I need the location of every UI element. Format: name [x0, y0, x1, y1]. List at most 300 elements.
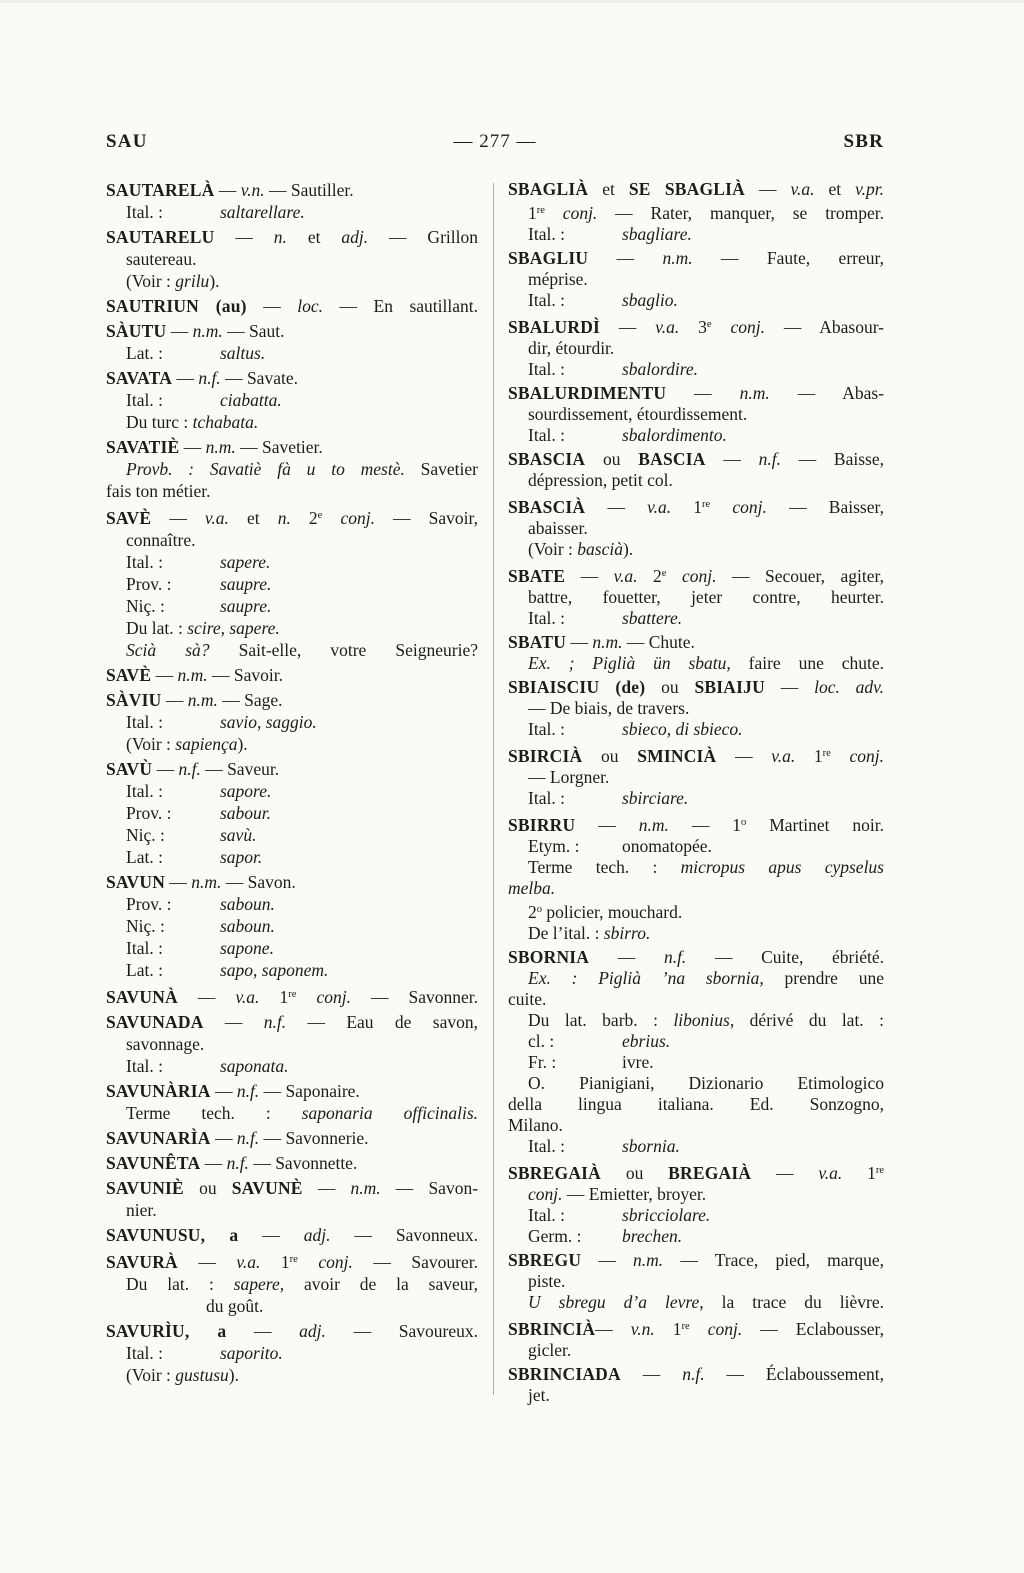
text-run: O. Pianigiani, Dizionario Etimologico	[528, 1073, 884, 1093]
dictionary-entry	[508, 1160, 884, 1247]
text-run: adj.	[299, 1321, 326, 1341]
headword: SBORNIA	[508, 947, 590, 967]
text-run: e	[706, 319, 712, 330]
text-run: re	[288, 989, 297, 1000]
entry-line	[508, 563, 884, 587]
entry-line	[106, 871, 478, 893]
text-run: —	[177, 1252, 237, 1272]
text-run: sabour.	[220, 803, 272, 823]
text-run: Etym. :	[528, 836, 580, 856]
dictionary-entry	[508, 563, 884, 629]
text-run: —	[595, 1319, 631, 1339]
entry-line	[508, 1250, 884, 1271]
text-run: —	[152, 759, 179, 779]
text-run: — Emietter, broyer.	[562, 1184, 707, 1204]
text-run: — En sautillant.	[322, 296, 478, 316]
text-run: — Abas-	[769, 383, 884, 403]
entry-line	[106, 733, 478, 755]
entry-line	[106, 270, 478, 292]
text-run: — Chute.	[622, 632, 695, 652]
text-run: prendre une	[763, 968, 884, 988]
entry-line	[508, 269, 884, 290]
text-run: — Grillon	[368, 227, 478, 247]
dictionary-entry	[508, 314, 884, 380]
text-run: ou	[183, 1178, 232, 1198]
text-run: Germ. :	[528, 1226, 582, 1246]
dictionary-entry	[106, 758, 478, 868]
headword: SBRINCIÀ	[508, 1319, 596, 1339]
entry-line	[508, 788, 884, 809]
entry-line	[508, 743, 884, 767]
entry-line	[106, 1199, 478, 1221]
text-run: conj.	[681, 566, 717, 586]
entry-line	[106, 1273, 478, 1295]
text-run: Ital. :	[528, 290, 565, 310]
entry-line	[106, 1055, 478, 1077]
entry-line	[106, 915, 478, 937]
headword: SE SBAGLIÀ	[628, 179, 746, 199]
text-run: — Savonnerie.	[259, 1128, 369, 1148]
text-run: —	[214, 227, 274, 247]
entry-line	[508, 1226, 884, 1247]
text-run	[296, 987, 316, 1007]
entry-line	[106, 1033, 478, 1055]
entry-line	[106, 1364, 478, 1386]
text-run: savio, saggio.	[220, 712, 317, 732]
text-run: et	[286, 227, 342, 247]
text-run: v.a.	[236, 1252, 261, 1272]
text-run: n.m.	[592, 632, 623, 652]
text-run: —	[177, 987, 236, 1007]
text-run: ou	[582, 746, 638, 766]
dictionary-entry	[106, 1127, 478, 1149]
entry-line	[508, 425, 884, 446]
text-run: Ital. :	[126, 552, 163, 572]
text-run: conj.	[340, 508, 375, 528]
text-run: conj.	[732, 497, 767, 517]
entry-line	[106, 711, 478, 733]
headword: SBIAISCIU (de)	[508, 677, 646, 697]
text-run: Du lat. barb. :	[528, 1010, 674, 1030]
text-run: —	[302, 1178, 351, 1198]
text-run: Milano.	[508, 1115, 563, 1135]
headword: SBIRRU	[508, 815, 576, 835]
text-run: saponaria officinalis.	[301, 1103, 478, 1123]
text-run: — Savoir.	[207, 665, 283, 685]
headword: SÀUTU	[106, 321, 167, 341]
text-run: v.n.	[630, 1319, 655, 1339]
entry-line	[508, 968, 884, 989]
text-run: — Sage.	[217, 690, 283, 710]
entry-line	[508, 1010, 884, 1031]
entry-line	[508, 899, 884, 923]
text-run: —	[214, 180, 241, 200]
text-run: re	[289, 1254, 298, 1265]
text-run: cuite.	[508, 989, 547, 1009]
text-run: saltarellare.	[220, 202, 305, 222]
text-run: ciabatta.	[220, 390, 282, 410]
text-run: loc. adv.	[814, 677, 885, 697]
text-run: sapore.	[220, 781, 272, 801]
entry-line	[106, 1011, 478, 1033]
text-run: (Voir :	[126, 734, 176, 754]
text-run: — Savon.	[221, 872, 296, 892]
text-run: ivre.	[622, 1052, 654, 1072]
dictionary-entry	[106, 226, 478, 292]
text-run: conj.	[730, 317, 765, 337]
entry-line	[106, 179, 478, 201]
entry-line	[106, 1152, 478, 1174]
dictionary-entry	[508, 494, 884, 560]
text-run: 1	[260, 1252, 290, 1272]
headword: SBASCIÀ	[508, 497, 586, 517]
text-run: Ital. :	[126, 781, 163, 801]
text-run: ou	[585, 449, 639, 469]
entry-line	[508, 518, 884, 539]
text-run: sbirciare.	[622, 788, 689, 808]
text-run: — Saut.	[222, 321, 285, 341]
headword: SAVATIÈ	[106, 437, 180, 457]
text-run: sbalordimento.	[622, 425, 727, 445]
dictionary-entry	[106, 436, 478, 502]
guide-word-right: SBR	[843, 131, 884, 152]
text-run	[666, 566, 682, 586]
entry-line	[508, 587, 884, 608]
text-run: n.f.	[178, 759, 201, 779]
text-run: saupre.	[220, 574, 272, 594]
entry-line	[106, 367, 478, 389]
text-run: nier.	[126, 1200, 157, 1220]
entry-line	[106, 458, 478, 480]
text-run: sbieco, di sbieco.	[622, 719, 743, 739]
dictionary-entry	[106, 295, 478, 317]
text-run: sautereau.	[126, 249, 197, 269]
entry-line	[508, 383, 884, 404]
text-run: connaître.	[126, 530, 196, 550]
entry-line	[106, 1295, 478, 1317]
text-run: De l’ital. :	[528, 923, 604, 943]
text-run: 1	[671, 497, 703, 517]
text-run: grilu	[175, 271, 210, 291]
text-run: Du lat. :	[126, 1274, 234, 1294]
text-run: —	[151, 508, 205, 528]
entry-line	[106, 505, 478, 529]
entry-line	[106, 1102, 478, 1124]
text-run: sbattere.	[622, 608, 683, 628]
dictionary-entry	[508, 1364, 884, 1406]
text-run	[298, 1252, 319, 1272]
entry-line	[508, 836, 884, 857]
text-run: fais ton métier.	[106, 481, 211, 501]
entry-line	[508, 878, 884, 899]
text-run: — 1	[668, 815, 742, 835]
text-run: — Éclaboussement,	[704, 1364, 885, 1384]
text-run	[322, 508, 340, 528]
headword: SAVURÌU, a	[106, 1321, 227, 1341]
text-run: ou	[645, 677, 695, 697]
entry-line	[508, 1160, 884, 1184]
text-run	[831, 746, 850, 766]
text-run	[690, 1319, 708, 1339]
entry-line	[508, 359, 884, 380]
text-run: gicler.	[528, 1340, 572, 1360]
headword: SAVÙ	[106, 759, 153, 779]
text-run: Ital. :	[528, 425, 565, 445]
entry-line	[508, 698, 884, 719]
headword: SAVATA	[106, 368, 173, 388]
headword: SAVUNÈ	[231, 1178, 303, 1198]
text-run: bascià	[577, 539, 623, 559]
entry-line	[508, 989, 884, 1010]
text-run: — Abasour-	[764, 317, 885, 337]
text-run: Lat. :	[126, 960, 163, 980]
entry-line	[106, 320, 478, 342]
entry-line	[508, 1205, 884, 1226]
text-run: piste.	[528, 1271, 566, 1291]
text-run: — Savetier.	[235, 437, 323, 457]
text-run: Ex. : Piglià ’na sbornia,	[528, 968, 764, 988]
headword: SAUTARELU	[106, 227, 215, 247]
entry-line	[508, 1364, 884, 1385]
text-run: ).	[209, 271, 220, 291]
text-run: v.a.	[655, 317, 680, 337]
text-run: Terme tech. :	[528, 857, 681, 877]
text-run: Niç. :	[126, 596, 165, 616]
text-run: Sait-elle, votre Seigneurie?	[209, 640, 478, 660]
text-run: sbornia.	[622, 1136, 680, 1156]
entry-line	[106, 689, 478, 711]
headword: BREGAIÀ	[668, 1163, 752, 1183]
text-run: (Voir :	[528, 539, 578, 559]
text-run: conj.	[562, 203, 598, 223]
text-run: —	[600, 317, 656, 337]
text-run: Lat. :	[126, 847, 163, 867]
dictionary-entry	[106, 1320, 478, 1386]
guide-word-left: SAU	[106, 131, 148, 152]
text-run: n.m.	[191, 872, 222, 892]
text-run: cl. :	[528, 1031, 555, 1051]
text-run: sbirro.	[603, 923, 651, 943]
entry-line	[508, 653, 884, 674]
text-run: e	[661, 568, 667, 579]
text-run: saponata.	[220, 1056, 289, 1076]
text-run: —	[165, 872, 192, 892]
text-run: Scià sà?	[126, 640, 210, 660]
text-run: Du lat. :	[126, 618, 188, 638]
text-run: abaisser.	[528, 518, 588, 538]
headword: SBALURDÌ	[508, 317, 601, 337]
entry-line	[106, 1320, 478, 1342]
text-run: — Savonneux.	[330, 1225, 478, 1245]
text-run: n.m.	[633, 1250, 664, 1270]
text-run: conj.	[316, 987, 351, 1007]
text-run: adj.	[341, 227, 369, 247]
headword: SAVURÀ	[106, 1252, 178, 1272]
text-run: (Voir :	[126, 1365, 176, 1385]
text-run: sapo, saponem.	[220, 960, 329, 980]
entry-line	[508, 1316, 884, 1340]
text-run: n.f.	[236, 1081, 260, 1101]
text-run: —	[585, 497, 648, 517]
entry-line	[106, 411, 478, 433]
text-run: brechen.	[622, 1226, 683, 1246]
text-run: méprise.	[528, 269, 588, 289]
text-run: v.a.	[235, 987, 260, 1007]
text-run: Lat. :	[126, 343, 163, 363]
text-run: tchabata.	[192, 412, 259, 432]
headword: SAVUN	[106, 872, 166, 892]
dictionary-entry	[106, 1011, 478, 1077]
text-run: —	[666, 383, 740, 403]
text-run: n.m.	[350, 1178, 381, 1198]
text-run: 2	[637, 566, 662, 586]
entry-line	[106, 480, 478, 502]
column-divider	[493, 183, 494, 1395]
entry-line	[508, 404, 884, 425]
text-run: — Sautiller.	[264, 180, 354, 200]
entry-line	[106, 573, 478, 595]
text-run: n.f.	[226, 1153, 249, 1173]
dictionary-entry	[106, 664, 478, 686]
headword: SAVUNIÈ	[106, 1178, 184, 1198]
text-run: v.a.	[818, 1163, 843, 1183]
text-run: sourdissement, étourdissement.	[528, 404, 748, 424]
text-run: re	[681, 1321, 690, 1332]
entry-line	[106, 529, 478, 551]
headword: SBASCIA	[508, 449, 586, 469]
text-run: — Savourer.	[352, 1252, 479, 1272]
text-run: n.f.	[236, 1128, 260, 1148]
page-number: — 277 —	[453, 131, 537, 152]
entry-line	[106, 436, 478, 458]
text-run: Prov. :	[126, 574, 172, 594]
dictionary-entry	[106, 367, 478, 433]
entry-line	[106, 893, 478, 915]
text-run: —	[705, 449, 759, 469]
text-run: —	[172, 368, 199, 388]
headword: SÀVIU	[106, 690, 162, 710]
text-run: —	[246, 296, 298, 316]
dictionary-entry	[508, 812, 884, 944]
headword: SBALURDIMENTU	[508, 383, 667, 403]
text-run: adj.	[303, 1225, 331, 1245]
headword: SMINCIÀ	[637, 746, 717, 766]
dictionary-entry	[508, 449, 884, 491]
page-header	[106, 130, 884, 154]
text-run: Ital. :	[528, 788, 565, 808]
text-run: battre, fouetter, jeter contre, heurter.	[528, 587, 884, 607]
headword: BASCIA	[638, 449, 706, 469]
text-run: — Baisse,	[780, 449, 884, 469]
text-run: —	[620, 1364, 683, 1384]
headword: SBATU	[508, 632, 567, 652]
text-run: v.a.	[790, 179, 815, 199]
text-run: Ital. :	[126, 938, 163, 958]
text-run: della lingua italiana. Ed. Sonzogno,	[508, 1094, 884, 1114]
text-run: —	[575, 815, 639, 835]
text-run: re	[702, 499, 711, 510]
text-run: Ital. :	[528, 224, 565, 244]
right-column	[508, 179, 884, 1406]
text-run: n.	[277, 508, 291, 528]
text-run: 1	[795, 746, 823, 766]
text-run: Ital. :	[126, 1343, 163, 1363]
dictionary-entry	[106, 505, 478, 661]
text-run: sbalordire.	[622, 359, 698, 379]
text-run: savonnage.	[126, 1034, 205, 1054]
text-run: et	[588, 179, 629, 199]
text-run: gustusu	[175, 1365, 229, 1385]
headword: SAUTRIUN (au)	[106, 296, 247, 316]
text-run: Ital. :	[126, 202, 163, 222]
text-run: — Faute, erreur,	[692, 248, 885, 268]
entry-line	[508, 248, 884, 269]
text-run: loc.	[297, 296, 323, 316]
dictionary-entry	[508, 677, 884, 740]
text-run: — Savate.	[220, 368, 298, 388]
text-run: Provb. : Savatiè fà u to mestè.	[126, 459, 405, 479]
text-run: sapone.	[220, 938, 274, 958]
headword: SBREGAIÀ	[508, 1163, 602, 1183]
text-run: policier, mouchard.	[542, 902, 683, 922]
entry-line	[508, 1385, 884, 1406]
text-run: — Savoureux.	[325, 1321, 479, 1341]
text-run: dépression, petit col.	[528, 470, 673, 490]
text-run: —	[238, 1225, 304, 1245]
text-run: — Savonner.	[350, 987, 479, 1007]
entry-line	[106, 1080, 478, 1102]
text-run: n.f.	[682, 1364, 705, 1384]
dictionary-entry	[508, 383, 884, 446]
text-run: — Rater, manquer, se tromper.	[597, 203, 885, 223]
entry-line	[508, 1340, 884, 1361]
entry-line	[508, 470, 884, 491]
entry-line	[508, 1052, 884, 1073]
text-run: conj.	[849, 746, 885, 766]
entry-line	[106, 639, 478, 661]
text-run: — Lorgner.	[528, 767, 610, 787]
text-run: —	[565, 566, 614, 586]
entry-line	[508, 314, 884, 338]
text-run: Terme tech. :	[126, 1103, 302, 1123]
dictionary-entry	[106, 1152, 478, 1174]
entry-line	[106, 389, 478, 411]
text-run: 1	[528, 203, 537, 223]
entry-line	[106, 295, 478, 317]
text-run: 1	[842, 1163, 876, 1183]
text-run: n.f.	[198, 368, 221, 388]
text-run: n.m.	[177, 665, 208, 685]
text-run: conj.	[318, 1252, 353, 1272]
text-run: — Savon-	[380, 1178, 479, 1198]
entry-line	[508, 857, 884, 878]
text-run: et	[228, 508, 278, 528]
text-run: U sbregu d’a levre,	[528, 1292, 704, 1312]
entry-line	[508, 1292, 884, 1313]
text-run: sapere,	[233, 1274, 285, 1294]
text-run: ).	[237, 734, 248, 754]
text-run: ebrius.	[622, 1031, 671, 1051]
entry-line	[106, 617, 478, 639]
text-run: — De biais, de travers.	[528, 698, 690, 718]
text-run: Niç. :	[126, 825, 165, 845]
text-run: —	[151, 665, 178, 685]
text-run: libonius	[673, 1010, 730, 1030]
headword: SBIRCIÀ	[508, 746, 583, 766]
text-run: re	[822, 748, 831, 759]
entry-line	[508, 1031, 884, 1052]
dictionary-entry	[106, 1080, 478, 1124]
